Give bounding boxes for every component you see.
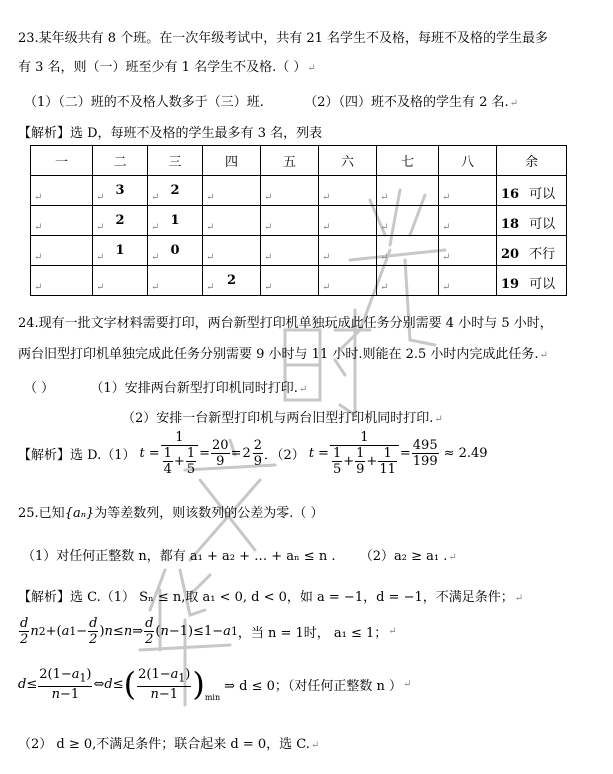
q25-cond1: （1）对任何正整数 n，都有 a₁ + a₂ + … + aₙ ≤ n . (22, 549, 336, 564)
table-cell: ↵ (377, 176, 439, 206)
q25-analysis1: 【解析】选 C.（1） Sₙ ≤ n,取 a₁ < 0, d < 0，如 a = −1，d = −1，不满足条件；↵ (18, 590, 524, 605)
q25-analysis2: $\frac{d}{2}$ n 2 +( a 1 − $\frac{d}{2}$ ) n ≤ n ⇒ $\frac{d}{2}$ ( n −1)≤1− a 1 ，当 n = 1时， a₁ ≤ 1； ↵ (20, 616, 397, 647)
fraction: 1 $\frac{1}{5}$ + $\frac{1}{9}$ + $\frac{1}{11}$ (330, 430, 399, 477)
fail-count-table (30, 145, 567, 296)
table-cell: ↵ (377, 206, 439, 236)
q23-cond1: （1）（二）班的不及格人数多于（三）班. (24, 95, 264, 110)
table-cell: ↵ 1 (93, 236, 148, 266)
table-cell: ↵ (261, 206, 319, 236)
q24-cond1: （1）安排两台新型打印机同时打印. (90, 381, 298, 396)
q24-line1: 24.现有一批文字材料需要打印，两台新型打印机单独玩成此任务分别需要 4 小时与 5 小时， (18, 316, 553, 331)
table-cell: ↵ (439, 236, 497, 266)
table-cell: ↵ (377, 236, 439, 266)
table-cell: ↵ (31, 206, 93, 236)
table-cell: ↵ (439, 266, 497, 296)
table-row (31, 206, 567, 236)
fraction: 1 $\frac{1}{4}$ + $\frac{1}{5}$ (161, 430, 198, 477)
q25-analysis4: （2） d ≥ 0,不满足条件；联合起来 d = 0，选 C.↵ (18, 737, 320, 752)
table-cell: ↵ (93, 266, 148, 296)
table-cell: ↵ (319, 176, 377, 206)
q23-line2: 有 3 名，则（一）班至少有 1 名学生不及格.（ ）↵ (18, 60, 316, 75)
table-cell: ↵ (148, 266, 203, 296)
table-header: 二 (93, 146, 148, 176)
table-cell: ↵ (319, 236, 377, 266)
table-cell: ↵ (439, 206, 497, 236)
q24-cond1-line: （ ） （1）安排两台新型打印机同时打印.↵ (24, 381, 308, 396)
table-header: 五 (261, 146, 319, 176)
table-row (31, 236, 567, 266)
q25-analysis3: d ≤ $\frac{2(1-a_1)}{n-1}$ ⇔ d ≤ ( $\frac{2(1-a_1)}{n-1}$ ) min ⇒ d ≤ 0；（对任何正整数 n ） ↵ (18, 665, 412, 704)
table-cell: ↵ (319, 206, 377, 236)
table-cell: 18 可以 (497, 206, 567, 236)
q25-conditions: （1）对任何正整数 n，都有 a₁ + a₂ + … + aₙ ≤ n . （2）a₂ ≥ a₁ .↵ (22, 549, 457, 564)
table-header: 四 (203, 146, 261, 176)
table-cell: ↵ 0 (148, 236, 203, 266)
q24-paren: （ ） (24, 381, 55, 396)
table-cell: ↵ 2 (148, 176, 203, 206)
table-header: 余 (497, 146, 567, 176)
table-cell: ↵ 3 (93, 176, 148, 206)
table-cell: 16 可以 (497, 176, 567, 206)
q25-line1: 25.已知{aₙ}为等差数列，则该数列的公差为零.（ ） (18, 506, 324, 521)
table-header: 七 (377, 146, 439, 176)
table-header: 六 (319, 146, 377, 176)
q23-line1: 23.某年级共有 8 个班。在一次年级考试中，共有 21 名学生不及格，每班不及格的学生最多 (18, 31, 549, 46)
table-cell: ↵ (31, 236, 93, 266)
table-cell: ↵ 2 (203, 266, 261, 296)
q23-cond2: （2）（四）班不及格的学生有 2 名. (304, 95, 509, 110)
q23-analysis: 【解析】选 D，每班不及格的学生最多有 3 名，列表 (18, 126, 323, 141)
table-cell: ↵ 1 (148, 206, 203, 236)
table-row (31, 176, 567, 206)
table-header: 三 (148, 146, 203, 176)
q24-cond2: （2）安排一台新型打印机与两台旧型打印机同时打印.↵ (122, 411, 443, 426)
q24-line2: 两台旧型打印机单独完成此任务分别需要 9 小时与 11 小时.则能在 2.5 小时内完成此任务.↵ (18, 347, 548, 362)
table-cell: ↵ (377, 266, 439, 296)
table-row (31, 266, 567, 296)
q25-cond2: （2）a₂ ≥ a₁ . (359, 549, 448, 564)
q24-analysis: 【解析】选 D.（1） t = 1 $\frac{1}{4}$ + $\frac{1}{5}$ = $\frac{20}{9}$ = 2 $\frac{2}{9}$ ．（2） t = 1 $\frac{1}{5}$ + $\frac{1}{9}$ + $\frac{1}{11}$ = $\frac{495}{199}$ ≈ 2.49 (18, 430, 488, 477)
table-cell: 19 可以 (497, 266, 567, 296)
table-header: 一 (31, 146, 93, 176)
table-cell: ↵ (261, 176, 319, 206)
table-cell: ↵ (203, 206, 261, 236)
table-cell: ↵ (31, 266, 93, 296)
table-cell: ↵ (203, 236, 261, 266)
table-cell: ↵ 2 (93, 206, 148, 236)
table-cell: 20 不行 (497, 236, 567, 266)
q23-conditions: （1）（二）班的不及格人数多于（三）班. （2）（四）班不及格的学生有 2 名.↵ (24, 95, 519, 110)
table-cell: ↵ (261, 236, 319, 266)
table-cell: ↵ (319, 266, 377, 296)
table-cell: ↵ (203, 176, 261, 206)
table-cell: ↵ (261, 266, 319, 296)
table-cell: ↵ (439, 176, 497, 206)
table-header-row (31, 146, 567, 176)
table-header: 八 (439, 146, 497, 176)
table-cell: ↵ (31, 176, 93, 206)
